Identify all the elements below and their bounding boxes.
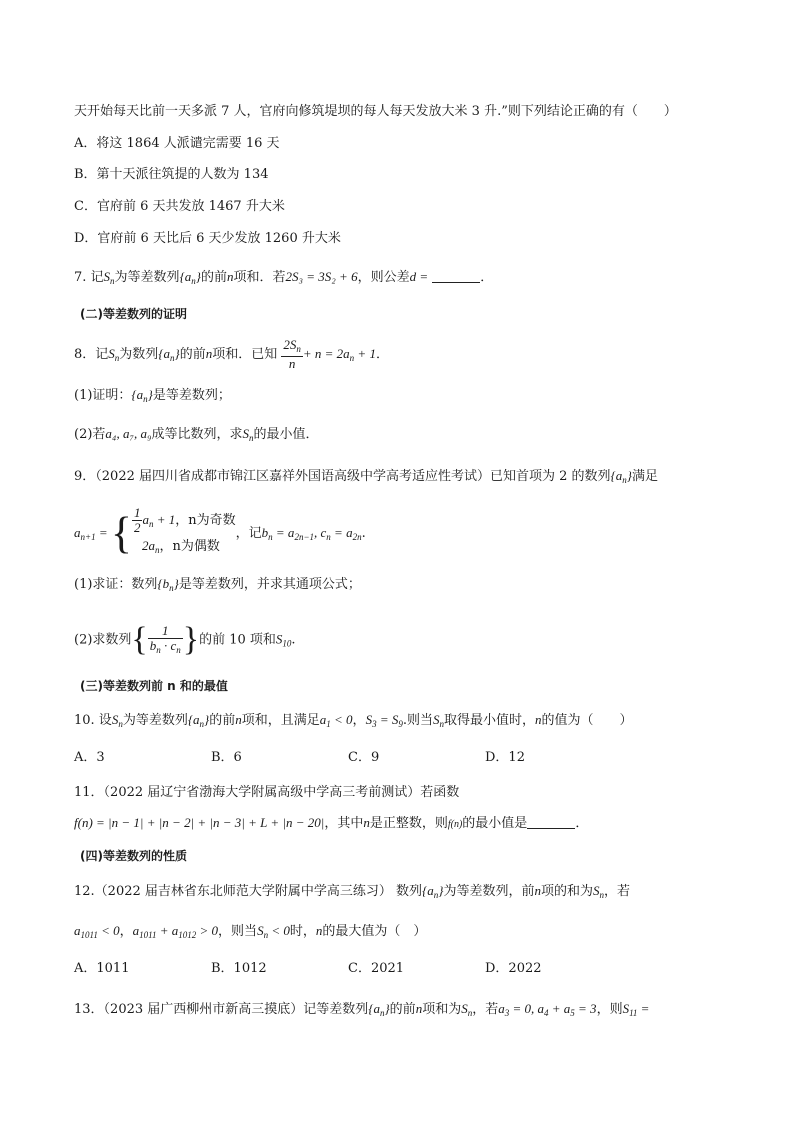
q8-line: 8．记$S_n$为数列$\{a_n\}$的前n项和．已知 $\frac{2S_n}{n}$ + $n = 2a_n + 1$． bbox=[74, 337, 389, 371]
q9-piecewise: $a_{n+1}$ = { $\frac{1}{2}$ $a_n + 1$，n为奇数 $2a_n$，n为偶数 ，记$b_n = a_{2n-1}$, $c_n = a_{2n}$. bbox=[74, 505, 366, 558]
q12-option-a: A．1011 bbox=[74, 961, 130, 976]
answer-blank bbox=[432, 270, 480, 283]
q12-option-b: B．1012 bbox=[211, 961, 267, 976]
q10-options bbox=[74, 749, 734, 767]
q6-option-d: D．官府前 6 天比后 6 天少发放 1260 升大米 bbox=[74, 231, 341, 246]
q11-expression: f(n) = |n − 1| + |n − 2| + |n − 3| + L + |n − 20|，其中n是正整数，则f(n)的最小值是 ． bbox=[74, 815, 589, 831]
q7-line: 7. 记$S_n$为等差数列$\{a_n\}$的前n项和．若2S₃ = 3S₂ + 6，则公差d = ． bbox=[74, 269, 494, 286]
q12-options bbox=[74, 960, 734, 978]
q12-option-d: D．2022 bbox=[485, 961, 542, 976]
q6-option-b: B．第十天派往筑提的人数为 134 bbox=[74, 167, 269, 182]
q9-part-2: (2)求数列{ $\frac{1}{b_n \cdot c_n}$ }的前 10 项和$S_{10}$. bbox=[74, 621, 296, 658]
section-heading-3: (三)等差数列前 n 和的最值 bbox=[80, 679, 228, 693]
q11-stem: 11．（2022 届辽宁省渤海大学附属高级中学高三考前测试）若函数 bbox=[74, 785, 460, 800]
q6-option-c: C．官府前 6 天共发放 1467 升大米 bbox=[74, 199, 285, 214]
q9-stem: 9．（2022 届四川省成都市锦江区嘉祥外国语高级中学高考适应性考试）已知首项为 2 的数列$\{a_n\}$满足 bbox=[74, 468, 658, 485]
q10-option-d: D．12 bbox=[485, 750, 525, 765]
section-heading-2: (二)等差数列的证明 bbox=[80, 307, 187, 321]
q10-option-b: B．6 bbox=[211, 750, 242, 765]
q10-stem: 10. 设$S_n$为等差数列$\{a_n\}$的前n项和，且满足$a_1 < 0$，$S_3 = S_9$.则当$S_n$取得最小值时，n的值为（ ） bbox=[74, 712, 633, 729]
q6-stem-continued: 天开始每天比前一天多派 7 人，官府向修筑堤坝的每人每天发放大米 3 升.”则下列结论正确的有（ ） bbox=[74, 104, 677, 119]
q6-option-a: A．将这 1864 人派谴完需要 16 天 bbox=[74, 136, 280, 151]
q8-part-2: (2)若a₄, a₇, a₉成等比数列，求$S_n$的最小值． bbox=[74, 426, 319, 443]
fraction-2sn-over-n: $\frac{2S_n}{n}$ bbox=[283, 337, 301, 371]
answer-blank bbox=[527, 816, 575, 829]
q13-stem: 13．（2023 届广西柳州市新高三摸底）记等差数列$\{a_n\}$的前n项和为$S_n$，若$a_3 = 0$, $a_4 + a_5 = 3$，则$S_{11}$ = bbox=[74, 1001, 650, 1018]
q8-part-1: (1)证明：$\{a_n\}$是等差数列； bbox=[74, 387, 231, 404]
q12-condition: $a_{1011} < 0$，$a_{1011} + a_{1012} > 0$，则当$S_n < 0$时，n的最大值为（ ） bbox=[74, 923, 427, 940]
section-heading-4: (四)等差数列的性质 bbox=[80, 849, 187, 863]
q10-option-c: C．9 bbox=[348, 750, 380, 765]
q12-stem: 12.（2022 届吉林省东北师范大学附属中学高三练习） 数列$\{a_n\}$为等差数列，前n项的和为$S_n$，若 bbox=[74, 883, 630, 900]
q12-option-c: C．2021 bbox=[348, 961, 405, 976]
q10-option-a: A．3 bbox=[74, 750, 105, 765]
q9-part-1: (1)求证：数列$\{b_n\}$是等差数列，并求其通项公式； bbox=[74, 576, 361, 593]
